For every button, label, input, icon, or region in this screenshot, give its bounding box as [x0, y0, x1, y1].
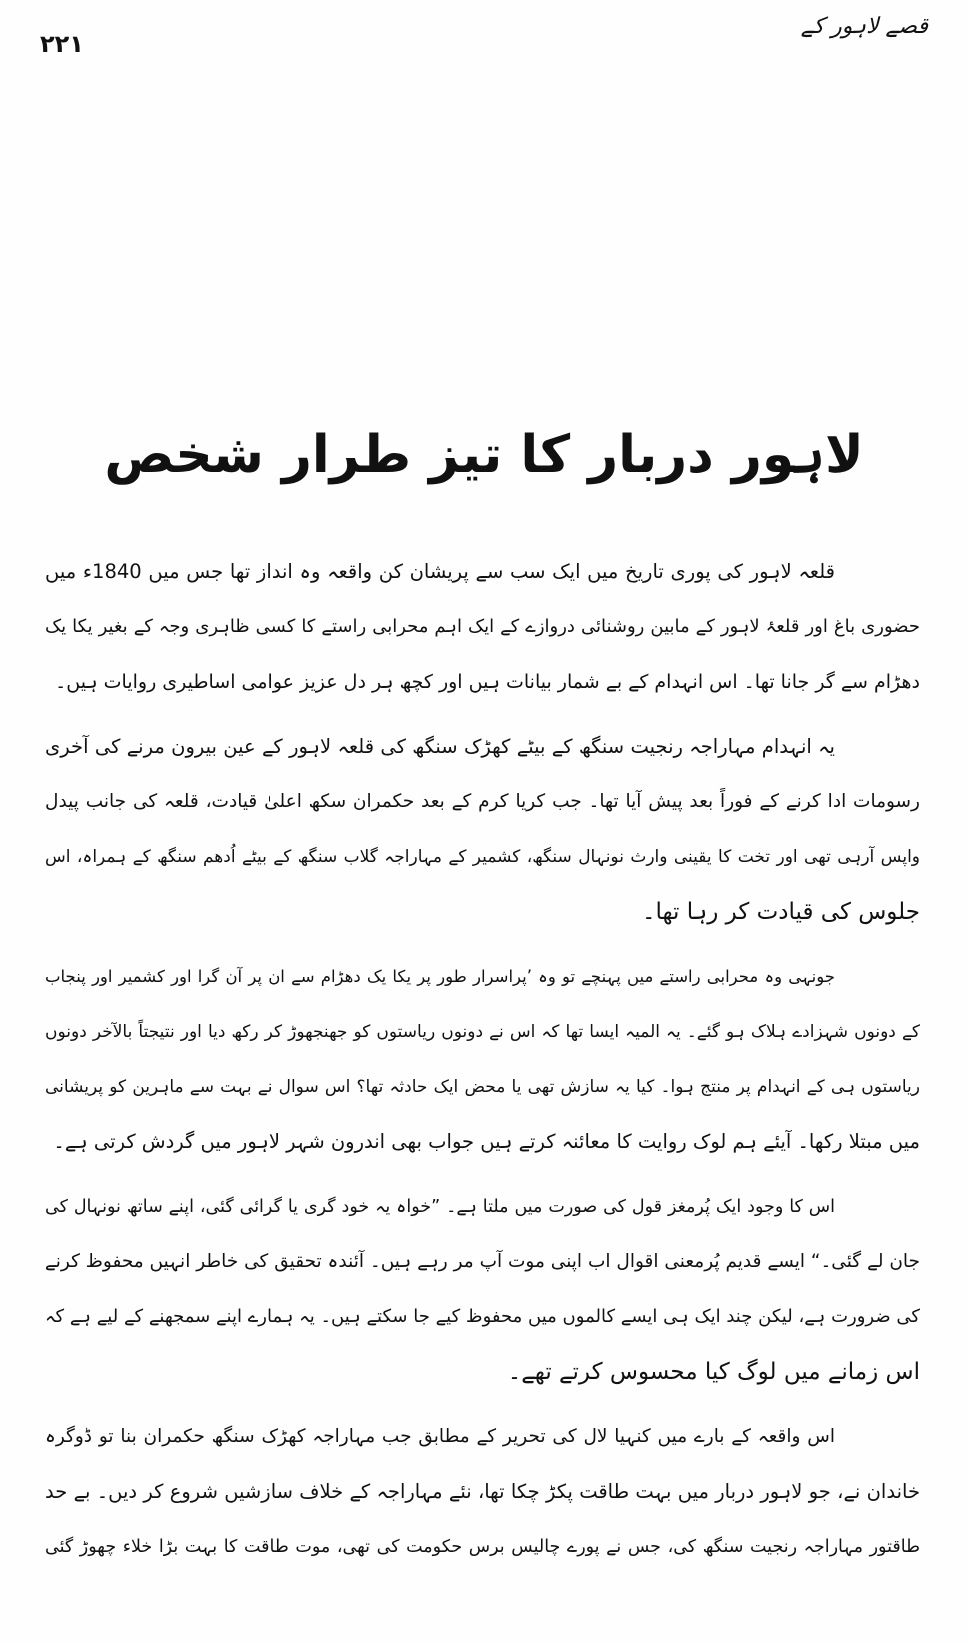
text-line: واپس آرہی تھی اور تخت کا یقینی وارث نونہال سنگھ، کشمیر کے مہاراجہ گلاب سنگھ کے بیٹے اُدھم سنگھ کے ہمراہ، اس: [45, 847, 920, 867]
text-line: اس کا وجود ایک پُرمغز قول کی صورت میں ملتا ہے۔ ”خواہ یہ خود گری یا گرائی گئی، اپنے ساتھ نونہال کی: [45, 1197, 835, 1217]
text-line: خاندان نے، جو لاہور دربار میں بہت طاقت پکڑ چکا تھا، نئے مہاراجہ کے خلاف سازشیں شروع کر دیں۔ بے حد: [45, 1480, 920, 1503]
text-line: طاقتور مہاراجہ رنجیت سنگھ کی، جس نے پورے چالیس برس حکومت کی تھی، موت طاقت کا بہت بڑا خلاء چھوڑ گئی: [45, 1537, 920, 1557]
text-line: جلوس کی قیادت کر رہا تھا۔: [641, 899, 920, 925]
text-line: جان لے گئی۔“ ایسے قدیم پُرمعنی اقوال اب اپنی موت آپ مر رہے ہیں۔ آئندہ تحقیق کی خاطر انہیں محفوظ کرنے: [45, 1251, 920, 1272]
chapter-title: لاہور دربار کا تیز طرار شخص: [104, 425, 864, 485]
text-line: ریاستوں ہی کے انہدام پر منتج ہوا۔ کیا یہ سازش تھی یا محض ایک حادثہ تھا؟ اس سوال نے بہت سے ماہرین کو پریشانی: [45, 1077, 920, 1097]
running-title: قصے لاہور کے: [800, 14, 928, 39]
text-line: حضوری باغ اور قلعۂ لاہور کے مابین روشنائی دروازے کے ایک اہم محرابی راستے کا کسی ظاہری وجہ کے بغیر یکا یک: [45, 616, 920, 637]
page-number: ۲۲۱: [40, 30, 84, 58]
text-line: کی ضرورت ہے، لیکن چند ایک ہی ایسے کالموں میں محفوظ کیے جا سکتے ہیں۔ یہ ہمارے اپنے سمجھنے کے لیے ہے کہ: [45, 1306, 920, 1327]
text-line: اس زمانے میں لوگ کیا محسوس کرتے تھے۔: [507, 1359, 920, 1385]
text-line: کے دونوں شہزادے ہلاک ہو گئے۔ یہ المیہ ایسا تھا کہ اس نے دونوں ریاستوں کو جھنجھوڑ کر رکھ دیا اور نتیجتاً بالآخر دونوں: [45, 1022, 920, 1042]
text-line: اس واقعہ کے بارے میں کنہیا لال کی تحریر کے مطابق جب مہاراجہ کھڑک سنگھ حکمران بنا تو ڈوگرہ: [45, 1426, 835, 1447]
text-line: رسومات ادا کرنے کے فوراً بعد پیش آیا تھا۔ جب کریا کرم کے بعد حکمران سکھ اعلیٰ قیادت، قلعہ کی جانب پیدل: [45, 791, 920, 812]
text-line: قلعہ لاہور کی پوری تاریخ میں ایک سب سے پریشان کن واقعہ وہ انداز تھا جس میں 1840ء میں: [45, 560, 835, 583]
text-line: جونہی وہ محرابی راستے میں پہنچے تو وہ ’پراسرار طور پر یکا یک دھڑام سے ان پر آن گرا اور کشمیر اور پنجاب: [45, 967, 835, 986]
text-line: دھڑام سے گر جانا تھا۔ اس انہدام کے بے شمار بیانات ہیں اور کچھ ہر دل عزیز عوامی اساطیری روایات ہیں۔: [55, 671, 920, 693]
text-line: یہ انہدام مہاراجہ رنجیت سنگھ کے بیٹے کھڑک سنگھ کی قلعہ لاہور کے عین بیرون مرنے کی آخری: [45, 735, 835, 758]
text-line: میں مبتلا رکھا۔ آیئے ہم لوک روایت کا معائنہ کرتے ہیں جواب بھی اندرون شہر لاہور میں گردش کرتی ہے۔: [53, 1130, 920, 1153]
